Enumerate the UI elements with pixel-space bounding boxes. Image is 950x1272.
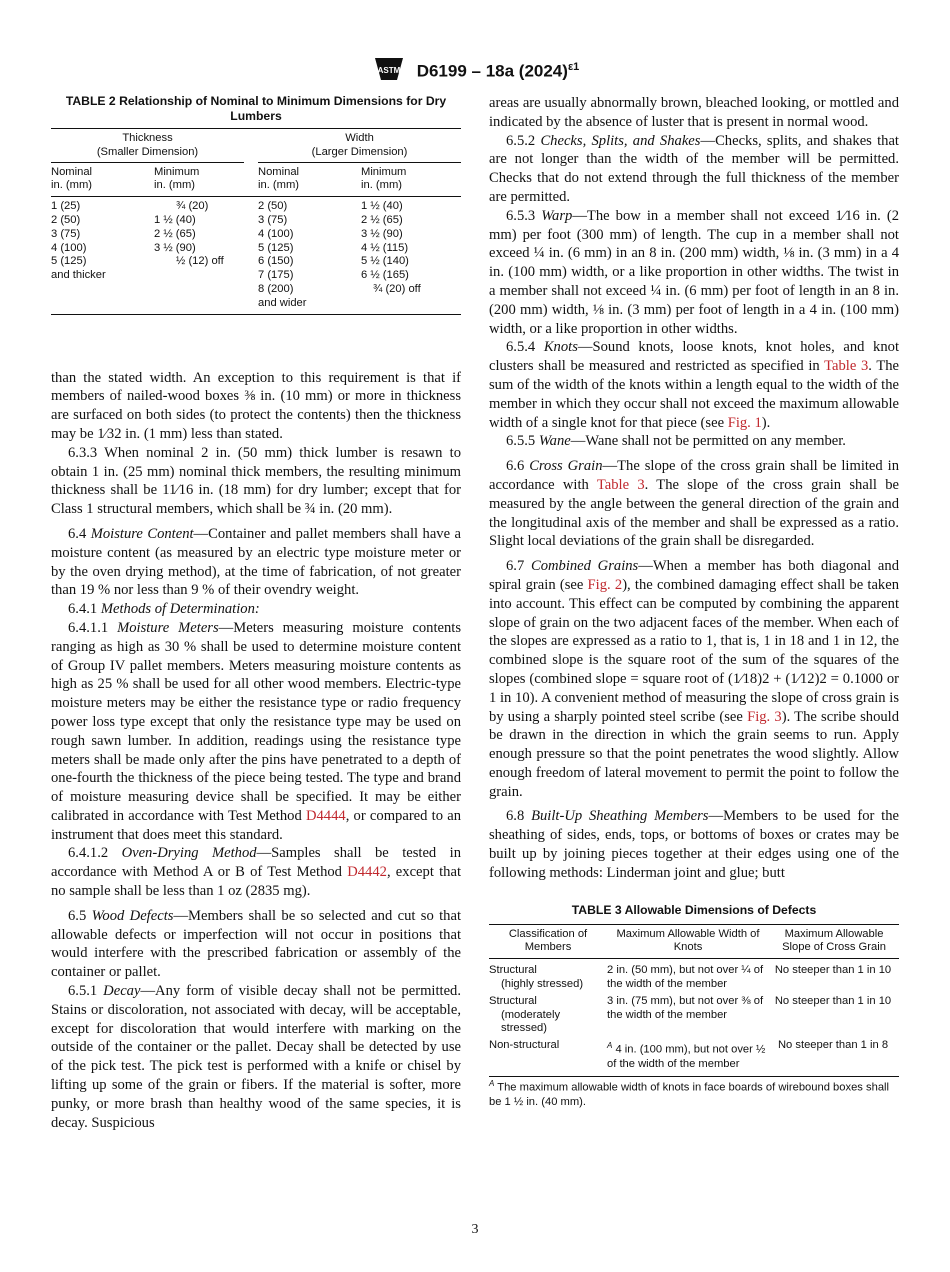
table3-header-classification: Classification of Members: [489, 924, 607, 959]
paragraph-6-5-4: 6.5.4 Knots—Sound knots, loose knots, knot holes, and knot clusters shall be measured and restricted as specified in Table 3. The sum of the width of the knots within a length equal to the width of the member in which they occur shall not exceed the maximum allowable width of a single knot for that piece (see Fig. 1).: [489, 339, 900, 431]
paragraph-6-5: 6.5 Wood Defects—Members shall be so selected and cut so that allowable defects or imperfection will not occur in positions that would interfere with the prescribed fabrication or assembly of the container or pallet.: [51, 907, 462, 981]
width-group-header: Width (Larger Dimension): [258, 129, 461, 162]
col-header-nominal: Nominal in. (mm): [51, 162, 154, 197]
table3-header-knots: Maximum Allowable Width of Knots: [607, 924, 769, 959]
link-fig-2[interactable]: Fig. 2: [587, 576, 623, 593]
table3-caption: TABLE 3 Allowable Dimensions of Defects: [571, 902, 817, 917]
left-column: [51, 94, 461, 1132]
paragraph-6-5-2: 6.5.2 Checks, Splits, and Shakes—Checks, splits, and shakes that are not longer than the width of the member will be permitted. Checks that do not extend through the full thickness of the member are permitted.: [489, 132, 899, 205]
logo-text: ASTM: [377, 66, 401, 75]
paragraph-6-3-3: 6.3.3 When nominal 2 in. (50 mm) thick lumber is resawn to obtain 1 in. (25 mm) nominal thick members, the resulting minimum thickness shall be 11⁄16 in. (18 mm) for dry lumber; except that for Class 1 structural members, which shall be ¾ in. (20 mm).: [51, 444, 461, 518]
table3-header-slope: Maximum Allowable Slope of Cross Grain: [769, 924, 899, 959]
thickness-nominal-values: 1 (25) 2 (50) 3 (75) 4 (100) 5 (125) and thicker: [51, 197, 154, 314]
table3: [489, 924, 899, 1077]
table3-footnote: $^A$ The maximum allowable width of knots in face boards of wirebound boxes shall be 1 ½ in. (40 mm).: [489, 1078, 890, 1108]
link-table-3[interactable]: Table 3: [824, 358, 869, 375]
paragraph-6-4: 6.4 Moisture Content—Container and pallet members shall have a moisture content (as measured by an electric type moisture meter or by the oven drying method), at the time of fabrication, of not greater than 19 % nor less than 9 % of their ovendry weight.: [51, 525, 462, 599]
paragraph-6-5-1: 6.5.1 Decay—Any form of visible decay shall not be permitted. Stains or discoloration, not associated with decay, will be acceptable, except for discoloration that would interfere with marking on the outside of the container or the pallet. Decay shall be detected by use of the pick test. The pick test is performed with a knife or chisel by lifting up some of the grain or fibers. If the material is softer, more punky, or more brash than healthy wood of the same species, it is decay. Suspicious: [51, 983, 462, 1131]
col-header-minimum: Minimum in. (mm): [361, 162, 461, 197]
col-header-nominal: Nominal in. (mm): [258, 162, 361, 197]
paragraph-continued: areas are usually abnormally brown, bleached looking, or mottled and indicated by the absence of luster that is present in normal wood.: [489, 95, 899, 130]
standard-designation: D6199 – 18a $(2024)^{\varepsilon 1}$: [416, 61, 580, 81]
paragraph-6-4-1-2: 6.4.1.2 Oven-Drying Method—Samples shall be tested in accordance with Method A or B of Test Method D4442, except that no sample shall be less than 1 oz (2835 mg).: [51, 845, 461, 900]
col-header-minimum: Minimum in. (mm): [154, 162, 244, 197]
table-row: Structural (highly stressed) 2 in. (50 mm), but not over ¼ of the width of the member No steeper than 1 in 10: [489, 964, 892, 991]
link-d4442[interactable]: D4442: [347, 864, 387, 881]
astm-logo-icon: [371, 54, 407, 89]
width-minimum-values: 1 ½ (40) 2 ½ (65) 3 ½ (90) 4 ½ (115) 5 ½ (140) 6 ½ (165) ¾ (20) off: [361, 197, 461, 314]
paragraph-6-5-5: 6.5.5 Wane—Wane shall not be permitted on any member.: [506, 433, 846, 450]
paragraph-6-6: 6.6 Cross Grain—The slope of the cross grain shall be limited in accordance with Table 3. The slope of the cross grain shall be measured by the angle between the general direction of the grain and the longitudinal axis of the member and shall be expressed as a ratio. Slight local deviations of the grain shall be disregarded.: [489, 458, 899, 550]
width-nominal-values: 2 (50) 3 (75) 4 (100) 5 (125) 6 (150) 7 (175) 8 (200) and wider: [258, 197, 361, 314]
table2: [51, 128, 461, 315]
table-row: Non-structural $^A$ 4 in. (100 mm), but not over ½ of the width of the member No steeper than 1 in 8: [489, 1037, 899, 1076]
paragraph-6-4-1-1: 6.4.1.1 Moisture Meters—Meters measuring moisture contents ranging as high as 30 % shall be used to determine moisture content of Group IV pallet members. Meters measuring moisture contents as high as 25 % shall be used for all other wood members. Electric-type moisture meters may be either the resistance type or radio frequency power loss type except that only the resistance type may be used on rough sawn lumber. In addition, readings using the resistance type meters shall be made only after the pins have penetrated to a depth of one-fourth the thickness of the piece being tested. The type and brand of moisture measuring device shall be specified. It may be either calibrated in accordance with Test Method D4444, or compared to an instrument that does meet this standard.: [51, 619, 462, 843]
link-table-3[interactable]: Table 3: [596, 476, 645, 493]
thickness-group-header: Thickness (Smaller Dimension): [51, 129, 244, 162]
paragraph-6-4-1: 6.4.1 Methods of Determination:: [68, 601, 260, 618]
page-header: [0, 54, 950, 89]
paragraph-6-5-3: 6.5.3 Warp—The bow in a member shall not exceed 1⁄16 in. (2 mm) per foot (300 mm) of length. The cup in a member shall not exceed ¼ in. (6 mm) in an 8 in. (200 mm) width, ⅛ in. (3 mm) in a 4 in. (100 mm) width, or a like proportion in other widths. The twist in a member shall not exceed ¼ in. (6 mm) per foot of length in an 8 in. (200 mm) width, ⅛ in. (3 mm) per foot of length in a 4 in. (100 mm) width, or a like proportion in other widths.: [489, 207, 899, 337]
table-row: Structural (moderately stressed) 3 in. (75 mm), but not over ⅜ of the width of the member No steeper than 1 in 10: [489, 994, 892, 1035]
link-fig-3[interactable]: Fig. 3: [747, 708, 782, 725]
paragraph-6-7: 6.7 Combined Grains—When a member has both diagonal and spiral grain (see Fig. 2), the combined damaging effect shall be taken into account. This effect can be computed by combining the apparent slope of grain on the two adjacent faces of the member. When each of the slopes are expressed as a ratio to 1, that is, 1 in 18 and 1 in 12, the combined slope is the square root of the sum of the squares of the slopes (combined slope = square root of (1⁄18)2 + (1⁄12)2 = 0.1000 or 1 in 10). A convenient method of measuring the slope of cross grain is by using a sharply pointed steel scribe (see Fig. 3). The scribe should be drawn in the direction in which the grain seems to run. Apply enough pressure so that the point penetrates the wood slightly. Allow enough freedom of lateral movement to permit the point to follow the grain.: [489, 558, 900, 800]
link-fig-1[interactable]: Fig. 1: [727, 414, 762, 431]
page-number: 3: [471, 1222, 479, 1237]
thickness-minimum-values: ¾ (20) 1 ½ (40) 2 ½ (65) 3 ½ (90) ½ (12) off: [154, 197, 244, 314]
link-d4444[interactable]: D4444: [305, 807, 346, 824]
table2-caption: TABLE 2 Relationship of Nominal to Minimum Dimensions for Dry Lumbers: [65, 94, 447, 123]
paragraph-6-8: 6.8 Built-Up Sheathing Members—Members to be used for the sheathing of sides, ends, tops, or bottoms of boxes or crates may be built up by joining pieces together at their edges using one of the following methods: Linderman joint and glue; butt: [489, 808, 899, 881]
right-column: [489, 94, 899, 1109]
paragraph-continued: than the stated width. An exception to this requirement is that if members of nailed-wood boxes ⅜ in. (10 mm) or more in thickness are surfaced on both sides (to protect the contents) then the thickness may be 1⁄32 in. (1 mm) less than stated.: [51, 369, 461, 442]
